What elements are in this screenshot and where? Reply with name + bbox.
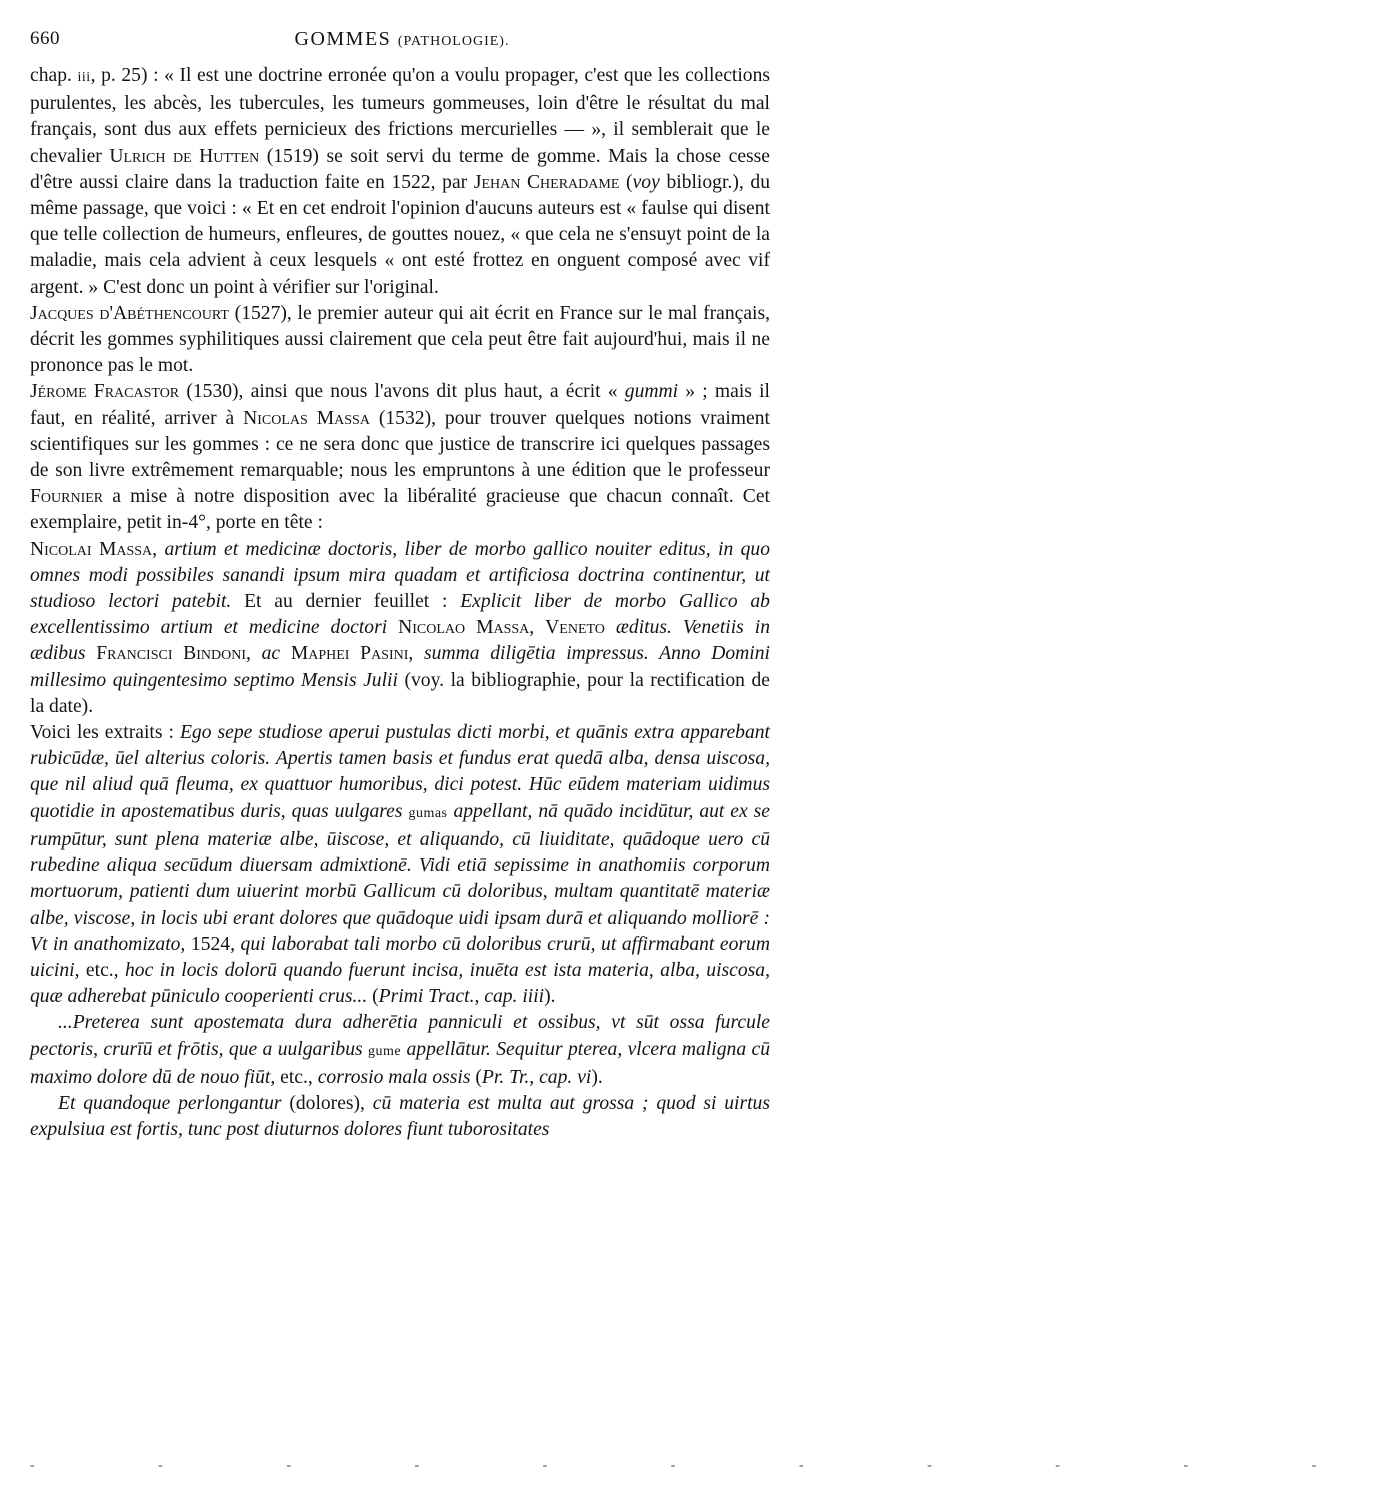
paragraph-extracts <box>30 720 770 1010</box>
author-name: Fournier <box>30 486 104 508</box>
italic-run: Primi Tract., cap. iiii <box>378 986 545 1008</box>
text-run: , <box>529 617 546 639</box>
italic-run: Et quandoque perlongantur <box>58 1092 282 1114</box>
author-name: Jérome Fracastor <box>30 381 180 403</box>
italic-run: summa diligētia impressus. Anno Domini millesimo quingentesimo septimo Mensis Julii <box>30 643 770 691</box>
italic-run: gummi <box>624 381 679 403</box>
running-title <box>30 28 774 51</box>
text-run: (1532), pour trouver quelques notions vraiment scientifiques sur les gommes : ce ne sera donc que justice de transcrire ici quelques passages de son livre extrêmement remarquable; nous les empruntons à une édition que le professeur <box>30 407 770 482</box>
page-number: 660 <box>30 28 60 49</box>
paragraph-fracastor-massa <box>30 379 770 536</box>
author-name: Nicolas Massa <box>243 407 370 429</box>
italic-run: appellātur. Sequitur pterea, vlcera maligna cū maximo dolore dū de nouo fiūt, <box>30 1038 770 1088</box>
text-run: Et au dernier feuillet : <box>231 591 461 613</box>
text-run: (1527), le premier auteur qui ait écrit en France sur le mal français, décrit les gommes syphilitiques aussi clairement que cela peut être fait aujourd'hui, mais il ne prononce pas le mot. <box>30 302 770 377</box>
text-run <box>86 643 97 664</box>
paragraph-hutten-cheradame <box>30 63 770 301</box>
bottom-marks: - - - - - - - - - - - <box>30 1458 1376 1473</box>
italic-run: Pr. Tr., cap. vi <box>481 1066 592 1088</box>
author-name: Maphei Pasini <box>290 643 409 665</box>
text-run: ( <box>619 171 633 193</box>
italic-run: corrosio mala ossis <box>317 1066 471 1088</box>
paragraph-quandoque <box>30 1091 770 1143</box>
author-name: Jehan Cheradame <box>473 171 620 193</box>
italic-run: hoc in locis dolorū quando fuerunt incisa, inuēta est ista materia, alba, uiscosa, quæ adherebat pūniculo cooperienti crus... <box>30 959 770 1008</box>
italic-run: Explicit liber de morbo Gallico ab excellentissimo artium et medicine doctori <box>30 591 770 639</box>
text-run: , <box>152 538 165 560</box>
italic-run: artium et medicinæ doctoris, liber de morbo gallico nouiter editus, in quo omnes modi possibiles sanandi ipsum mira quadam et artificiosa doctrina continentur, ut studioso lectori patebit. <box>30 538 771 613</box>
italic-run: qui laborabat tali morbo cū doloribus crurū, ut affirmabant eorum uicini, <box>30 933 770 981</box>
text-run: 1524, <box>185 933 241 955</box>
text-run: ). <box>591 1066 603 1088</box>
author-name: Francisci Bindoni <box>96 643 247 665</box>
text-run: bibliogr.), du même passage, que voici : « Et en cet endroit l'opinion d'aucuns auteurs est « faulse qui disent que telle collection de humeurs, enfleures, de gouttes nouez, « que cela ne s'ensuyt point de la maladie, mais cela advient à ceux lesquels « ont esté frottez en onguent composé avec vif argent. » C'est donc un point à vérifier sur l'original. <box>30 171 770 298</box>
text-run: (dolores), <box>281 1092 373 1114</box>
italic-run: cū materia est multa aut grossa ; quod si uirtus expulsiua est fortis, tunc post diuturnos dolores fiunt tuborositates <box>30 1092 770 1141</box>
paragraph-preterea <box>30 1010 770 1091</box>
small-caps-term: gume <box>368 1043 402 1059</box>
text-run: ( <box>367 986 379 1008</box>
text-run: Voici les extraits : <box>30 722 180 744</box>
author-name: Ulrich de Hutten <box>109 145 260 167</box>
text-run <box>605 617 616 638</box>
italic-run: æditus. Venetiis in ædibus <box>30 617 770 665</box>
text-run: (1530), ainsi que nous l'avons dit plus haut, a écrit « <box>179 381 625 403</box>
text-run: » ; mais il faut, en réalité, arriver à <box>30 381 770 429</box>
italic-run: appellant, nā quādo incidūtur, aut ex se rumpūtur, sunt plena materiæ albe, ūiscose, et aliquando, cū liuiditate, quādoque uero cū rubedine aliqua secūdum diuersam admixtionē. Vidi etiā sepissime in anathomiis corporum mortuorum, patienti dum uiuerint morbū Gallicum cū doloribus, multam quantitatē materiæ albe, viscose, in locis ubi erant dolores que quādoque uidi ipsam durā et aliquando molliorē : Vt in anathomizato, <box>30 800 770 955</box>
text-run: , <box>408 643 425 665</box>
text-run: (voy. la bibliographie, pour la rectification de la date). <box>30 669 770 717</box>
text-run: chap. <box>30 65 78 86</box>
text-run: ( <box>470 1066 482 1088</box>
text-run: a mise à notre disposition avec la libéralité gracieuse que chacun connaît. Cet exemplaire, petit in-4°, porte en tête : <box>30 486 770 534</box>
page-body <box>30 63 770 1143</box>
author-name: Nicolao Massa <box>398 617 530 639</box>
text-run: iii <box>77 70 91 85</box>
running-header <box>30 22 774 52</box>
small-caps-term: gumas <box>408 805 448 821</box>
text-run: ). <box>544 986 556 1008</box>
text-run: , <box>246 643 262 665</box>
text-run <box>387 617 398 638</box>
author-name: Veneto <box>545 617 605 639</box>
text-run: etc., <box>275 1066 318 1088</box>
running-title-subtitle: (PATHOLOGIE). <box>397 34 510 49</box>
italic-run: voy <box>632 171 660 193</box>
italic-run: Ego sepe studiose aperui pustulas dicti morbi, et quānis extra apparebant rubicūdæ, ūel alterius coloris. Apertis tamen basis et fundus erat quedā alba, densa uiscosa, que nil aliud quā fleuma, ex quattuor humoribus, dici potest. Hūc eūdem materiam uidimus quotidie in apostematibus duris, quas uulgares <box>30 722 770 822</box>
running-title-main: GOMMES <box>294 28 392 50</box>
italic-run: ac <box>261 643 281 665</box>
author-name: Jacques d'Abéthencourt <box>30 302 229 324</box>
text-run <box>280 643 291 664</box>
italic-run: ...Preterea sunt apostemata dura adherētia panniculi et ossibus, vt sūt ossa furcule pectoris, crurīū et frōtis, que a uulgaribus <box>30 1012 770 1060</box>
text-run: , p. 25) : « Il est une doctrine erronée qu'on a voulu propager, c'est que les collections purulentes, les abcès, les tubercules, les tumeurs gommeuses, loin d'être le résultat du mal français, sont dus aux effets pernicieux des frictions mercurielles — », il semblerait que le chevalier <box>30 65 770 167</box>
text-run: (1519) se soit servi du terme de gomme. Mais la chose cesse d'être aussi claire dans la traduction faite en 1522, par <box>30 145 770 193</box>
paragraph-massa-title <box>30 537 770 720</box>
text-run: etc., <box>79 959 125 981</box>
author-name: Nicolai Massa <box>30 538 153 560</box>
paragraph-abethencourt <box>30 301 770 380</box>
